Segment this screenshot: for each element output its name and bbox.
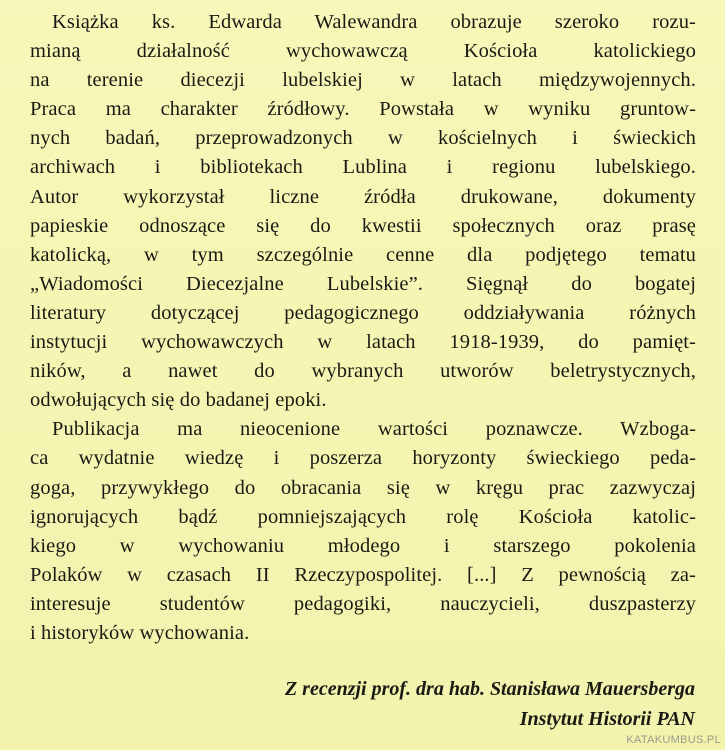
text-line: archiwach i bibliotekach Lublina i regionu lubelskiego.: [30, 156, 696, 179]
text-line: papieskie odnoszące się do kwestii społecznych oraz prasę: [30, 214, 696, 237]
text-line: instytucji wychowawczych w latach 1918-1939, do pamięt-: [30, 331, 696, 354]
text-line: Książka ks. Edwarda Walewandra obrazuje szeroko rozu-: [52, 11, 696, 33]
text-line: ników, a nawet do wybranych utworów beletrystycznych,: [30, 360, 696, 383]
text-line: Praca ma charakter źródłowy. Powstała w wyniku gruntow-: [30, 98, 696, 121]
text-line: Publikacja ma nieocenione wartości poznawcze. Wzboga-: [52, 418, 696, 441]
text-line: ignorujących bądź pomniejszających rolę Kościoła katolic-: [30, 505, 696, 528]
reviewer-institution: Instytut Historii PAN: [519, 708, 695, 730]
text-line: goga, przywykłego do obracania się w kręgu prac zazwyczaj: [30, 476, 696, 499]
review-attribution: [285, 674, 695, 734]
text-line: Polaków w czasach II Rzeczypospolitej. [...] Z pewnością za-: [30, 563, 696, 586]
text-line: mianą działalność wychowawczą Kościoła katolickiego: [30, 40, 696, 63]
text-line: Autor wykorzystał liczne źródła drukowane, dokumenty: [30, 185, 696, 208]
text-line: „Wiadomości Diecezjalne Lubelskie”. Sięgnął do bogatej: [30, 272, 696, 295]
paragraph-1: [30, 8, 696, 415]
text-line: kiego w wychowaniu młodego i starszego pokolenia: [30, 534, 696, 557]
text-line: ca wydatnie wiedzę i poszerza horyzonty świeckiego peda-: [30, 447, 696, 470]
text-line: i historyków wychowania.: [30, 621, 250, 644]
reviewer-name: Z recenzji prof. dra hab. Stanisława Mauersberga: [284, 678, 695, 700]
text-line: nych badań, przeprowadzonych w kościelnych i świeckich: [30, 127, 696, 150]
text-line: na terenie diecezji lubelskiej w latach międzywojennych.: [30, 69, 696, 92]
paragraph-2: [30, 415, 696, 648]
blurb-text: [30, 8, 696, 648]
text-line: katolicką, w tym szczególnie cenne dla podjętego tematu: [30, 243, 696, 266]
text-line: literatury dotyczącej pedagogicznego oddziaływania różnych: [30, 301, 696, 324]
text-line: odwołujących się do badanej epoki.: [30, 389, 327, 412]
watermark: KATAKUMBUS.PL: [626, 734, 721, 746]
text-line: interesuje studentów pedagogiki, nauczycieli, duszpasterzy: [30, 592, 696, 615]
